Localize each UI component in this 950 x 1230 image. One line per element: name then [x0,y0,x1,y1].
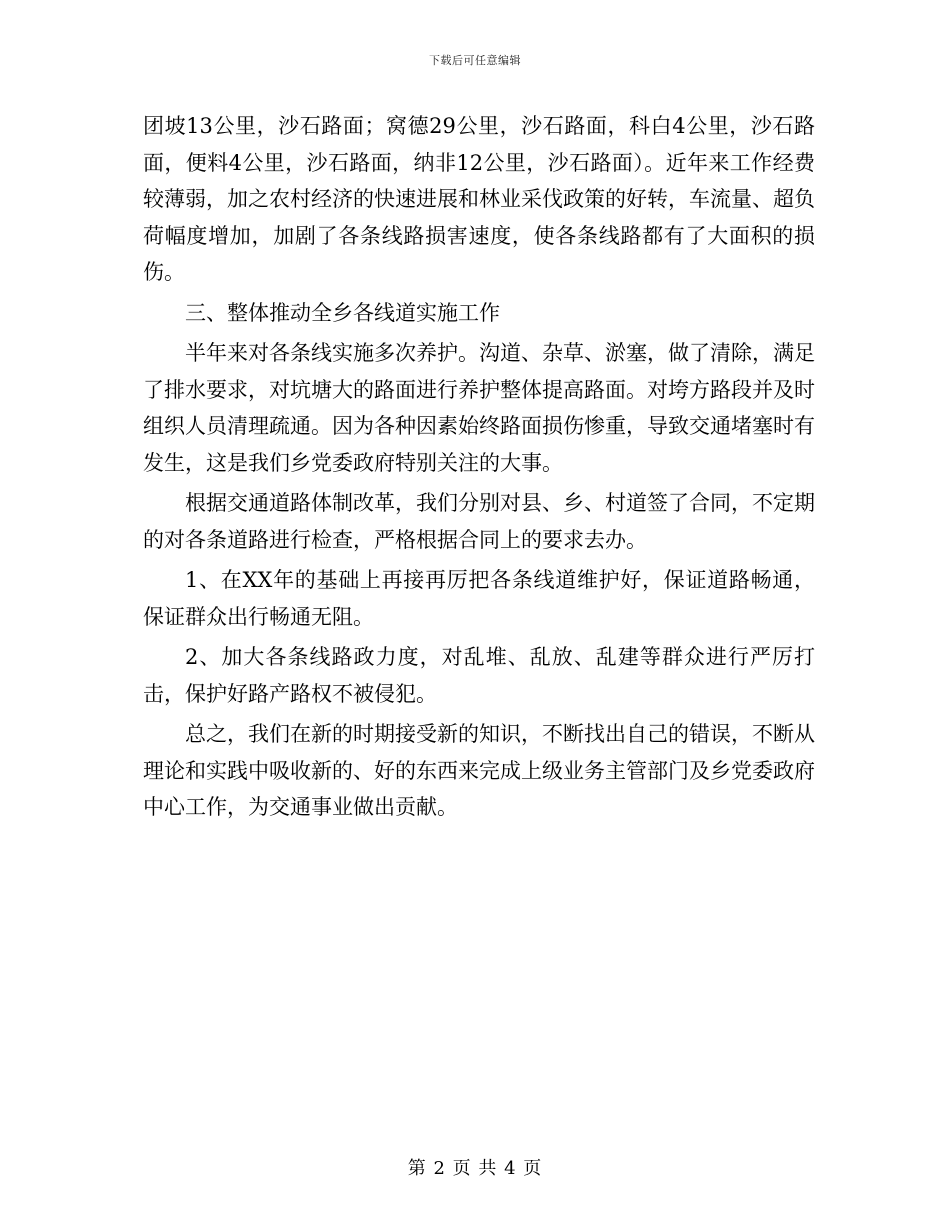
paragraph-maintenance: 半年来对各条线实施多次养护。沟道、杂草、淤塞，做了清除，满足了排水要求，对坑塘大的路面进行养护整体提高路面。对垮方路段并及时组织人员清理疏通。因为各种因素始终路面损伤惨重，导致交通堵塞时有发生，这是我们乡党委政府特别关注的大事。 [143,341,815,475]
document-body [143,108,815,826]
paragraph-continued: 团坡13公里，沙石路面；窝德29公里，沙石路面，科白4公里，沙石路面，便料4公里，沙石路面，纳非12公里，沙石路面）。近年来工作经费较薄弱，加之农村经济的快速进展和林业采伐政策的好转，车流量、超负荷幅度增加，加剧了各条线路损害速度，使各条线路都有了大面积的损伤。 [143,114,815,284]
list-item-1: 1、在XX年的基础上再接再厉把各条线道维护好，保证道路畅通，保证群众出行畅通无阻。 [143,568,815,629]
section-heading: 三、整体推动全乡各线道实施工作 [185,300,500,325]
list-item-2: 2、加大各条线路政力度，对乱堆、乱放、乱建等群众进行严厉打击，保护好路产路权不被侵犯。 [143,645,815,706]
paragraph-contract: 根据交通道路体制改革，我们分别对县、乡、村道签了合同，不定期的对各条道路进行检查，严格根据合同上的要求去办。 [143,491,815,552]
page-header: 下载后可任意编辑 [429,54,521,67]
page-number: 第 2 页 共 4 页 [407,1158,543,1179]
paragraph-summary: 总之，我们在新的时期接受新的知识，不断找出自己的错误，不断从理论和实践中吸收新的、好的东西来完成上级业务主管部门及乡党委政府中心工作，为交通事业做出贡献。 [143,722,815,819]
